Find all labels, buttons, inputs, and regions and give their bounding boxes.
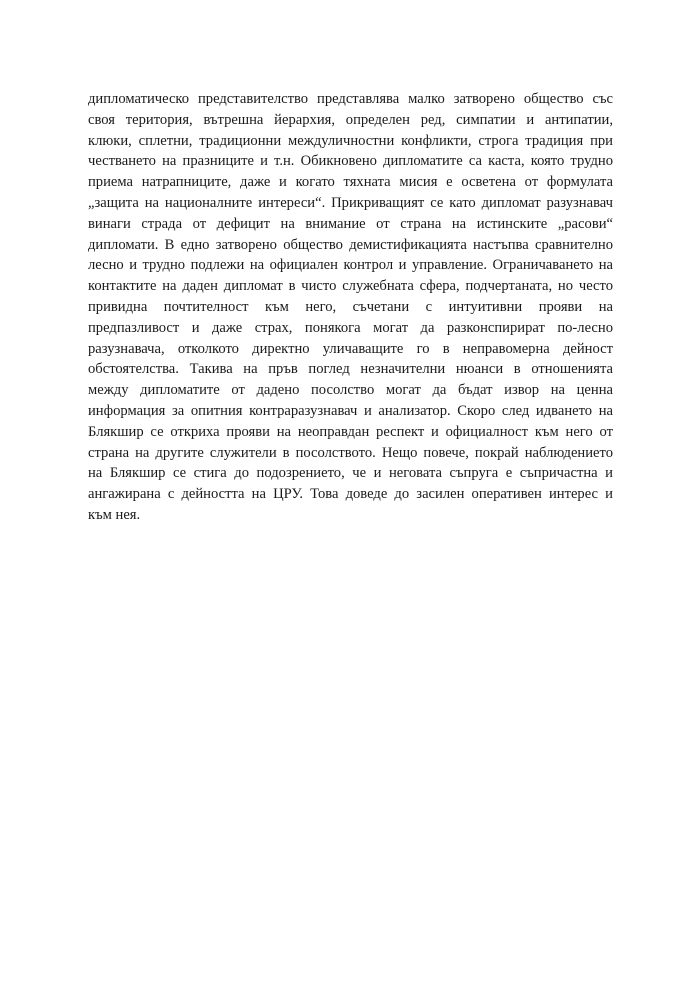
text-line: информация за опитния контраразузнавач и анализатор. Скоро след идването на [88, 402, 613, 419]
text-line: своя територия, вътрешна йерархия, определен ред, симпатии и антипатии, [88, 111, 613, 128]
text-line: привидна почтителност към него, съчетани с интуитивни прояви на [88, 298, 613, 315]
text-line: дипломати. В едно затворено общество демистификацията настъпва сравнително [88, 236, 613, 253]
text-line: винаги страда от дефицит на внимание от страна на истинските „расови“ [88, 215, 613, 232]
text-line: обстоятелства. Такива на пръв поглед незначителни нюанси в отношенията [88, 361, 613, 378]
text-line: предпазливост и даже страх, понякога могат да разконспирират по-лесно [88, 319, 613, 336]
text-line: дипломатическо представителство представлява малко затворено общество със [88, 91, 613, 107]
text-line: честването на празниците и т.н. Обикновено дипломатите са каста, която трудно [88, 153, 613, 170]
text-line: ангажирана с дейността на ЦРУ. Това доведе до засилен оперативен интерес и [88, 486, 613, 503]
text-line: контактите на даден дипломат в чисто служебната сфера, подчертаната, но често [88, 278, 613, 295]
text-line: клюки, сплетни, традиционни междуличностни конфликти, строга традиция при [88, 132, 613, 149]
text-line: страна на другите служители в посолството. Нещо повече, покрай наблюдението [88, 444, 613, 461]
body-paragraph [88, 89, 613, 526]
text-line: „защита на националните интереси“. Прикриващият се като дипломат разузнавач [88, 194, 613, 211]
text-line: Блякшир се откриха прояви на неоправдан респект и официалност към него от [88, 423, 613, 440]
text-line: лесно и трудно подлежи на официален контрол и управление. Ограничаването на [88, 257, 613, 274]
text-line: между дипломатите от дадено посолство могат да бъдат извор на ценна [88, 382, 613, 399]
text-line: разузнавача, отколкото директно уличаващите го в неправомерна дейност [88, 340, 613, 357]
text-line: приема натрапниците, даже и когато тяхната мисия е осветена от формулата [88, 174, 613, 191]
text-line: на Блякшир се стига до подозрението, че и неговата съпруга е съпричастна и [88, 465, 613, 482]
text-line-last: към нея. [88, 506, 141, 523]
